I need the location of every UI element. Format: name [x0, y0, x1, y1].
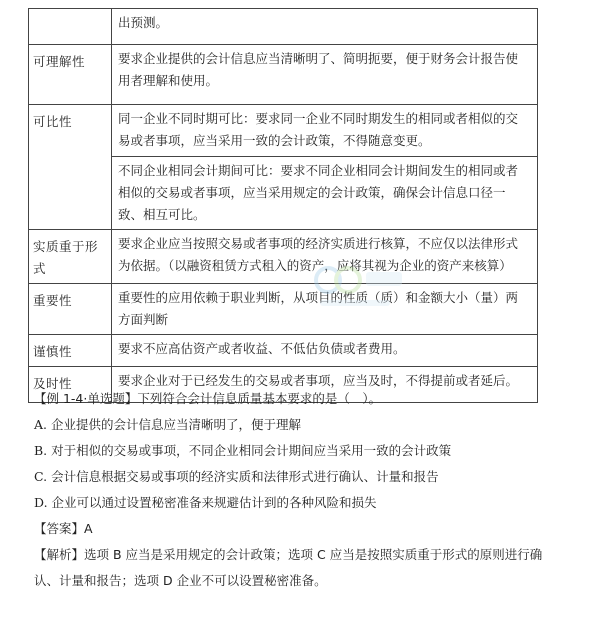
answer-line: 【答案】A — [34, 521, 93, 536]
row-value: 同一企业不同时期可比：要求同一企业不同时期发生的相同或者相似的交易或者事项，应当采用一致的会计政策，不得随意变更。 — [112, 105, 538, 157]
table-row — [29, 335, 538, 367]
example-question — [34, 386, 554, 594]
row-key: 可理解性 — [29, 45, 112, 105]
option-d: D. 企业可以通过设置秘密准备来规避估计到的各种风险和损失 — [34, 495, 377, 510]
table-row — [29, 284, 538, 335]
row-key: 可比性 — [29, 105, 112, 230]
row-key — [29, 9, 112, 45]
row-value: 出预测。 — [112, 9, 538, 45]
row-value: 要求企业对于已经发生的交易或者事项，应当及时，不得提前或者延后。 — [112, 367, 538, 403]
table-row — [29, 45, 538, 105]
row-value: 要求企业应当按照交易或者事项的经济实质进行核算，不应仅以法律形式为依据。（以融资租赁方式租入的资产，应将其视为企业的资产来核算） — [112, 230, 538, 284]
row-key: 谨慎性 — [29, 335, 112, 367]
question-stem: 【例 1-4·单选题】下列符合会计信息质量基本要求的是（ ）。 — [34, 391, 382, 406]
row-value: 不同企业相同会计期间可比：要求不同企业相同会计期间发生的相同或者相似的交易或者事项，应当采用规定的会计政策，确保会计信息口径一致、相互可比。 — [112, 157, 538, 230]
option-b: B. 对于相似的交易或事项，不同企业相同会计期间应当采用一致的会计政策 — [34, 443, 452, 458]
analysis-paragraph: 【解析】选项 B 应当是采用规定的会计政策；选项 C 应当是按照实质重于形式的原则进行确认、计量和报告；选项 D 企业不可以设置秘密准备。 — [34, 547, 543, 588]
row-key: 重要性 — [29, 284, 112, 335]
table-row — [29, 105, 538, 157]
option-c: C. 会计信息根据交易或事项的经济实质和法律形式进行确认、计量和报告 — [34, 469, 439, 484]
row-key: 及时性 — [29, 367, 112, 403]
option-a: A. 企业提供的会计信息应当清晰明了，便于理解 — [34, 417, 301, 432]
quality-requirements-table — [28, 8, 538, 403]
table-row — [29, 230, 538, 284]
row-value: 要求企业提供的会计信息应当清晰明了、简明扼要，便于财务会计报告使用者理解和使用。 — [112, 45, 538, 105]
row-key: 实质重于形式 — [29, 230, 112, 284]
table-row — [29, 9, 538, 45]
row-value: 要求不应高估资产或者收益、不低估负债或者费用。 — [112, 335, 538, 367]
row-value: 重要性的应用依赖于职业判断，从项目的性质（质）和金额大小（量）两方面判断 — [112, 284, 538, 335]
